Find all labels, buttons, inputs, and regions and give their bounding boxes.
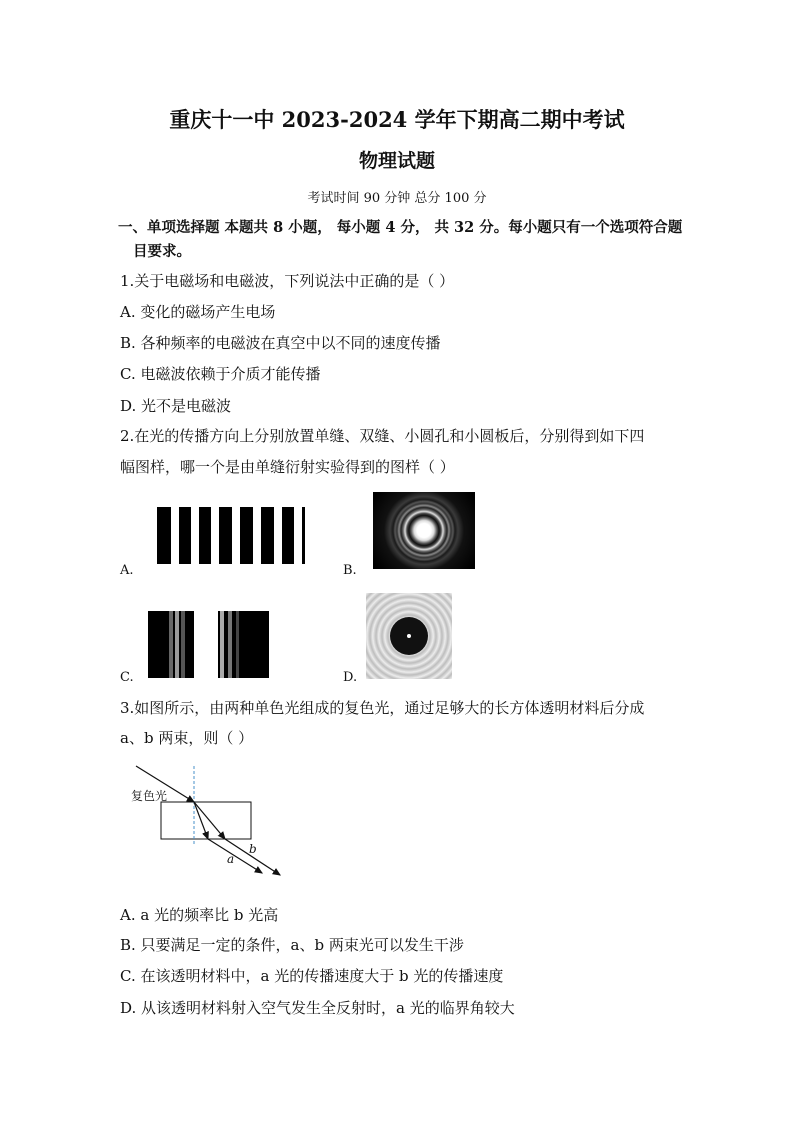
q1-option-a: A. 变化的磁场产生电场 [120,303,276,321]
pattern-b-image [373,492,475,569]
pattern-d-label: D. [343,670,358,685]
pattern-c-label: C. [120,670,134,685]
q2-stem-cont: 幅图样，哪一个是由单缝衍射实验得到的图样（ ） [120,458,455,476]
pattern-a-label: A. [120,563,134,578]
q3-stem-cont: a、b 两束，则（ ） [120,729,254,747]
ray-b-label: b [249,842,257,856]
q3-option-a: A. a 光的频率比 b 光高 [120,906,279,924]
section-heading: 一、单项选择题 本题共 8 小题， 每小题 4 分， 共 32 分。每小题只有一个选项符合题 [118,219,683,236]
q3-option-b: B. 只要满足一定的条件，a、b 两束光可以发生干涉 [120,936,464,954]
pattern-a-image [157,507,305,564]
pattern-d-image [366,593,452,679]
q3-option-c: C. 在该透明材料中，a 光的传播速度大于 b 光的传播速度 [120,967,504,985]
q1-option-d: D. 光不是电磁波 [120,397,232,415]
ray-a-label: a [227,852,235,866]
exam-title: 重庆十一中 2023-2024 学年下期高二期中考试 [169,107,625,132]
q3-option-d: D. 从该透明材料射入空气发生全反射时，a 光的临界角较大 [120,999,515,1017]
ray-b-inside [194,802,225,839]
q1-option-c: C. 电磁波依赖于介质才能传播 [120,365,321,383]
subject-title: 物理试题 [358,150,435,172]
incident-label: 复色光 [131,789,168,803]
q1-option-b: B. 各种频率的电磁波在真空中以不同的速度传播 [120,334,441,352]
pattern-b-label: B. [343,563,357,578]
q2-stem: 2.在光的传播方向上分别放置单缝、双缝、小圆孔和小圆板后，分别得到如下四 [120,427,645,445]
q3-stem: 3.如图所示，由两种单色光组成的复色光，通过足够大的长方体透明材料后分成 [120,699,645,717]
exam-info: 考试时间 90 分钟 总分 100 分 [307,191,487,206]
section-heading-cont: 目要求。 [133,243,191,260]
refraction-diagram [128,758,288,888]
ray-a-inside [194,802,208,839]
q1-stem: 1.关于电磁场和电磁波，下列说法中正确的是（ ） [120,272,455,290]
pattern-c-image [148,611,269,678]
